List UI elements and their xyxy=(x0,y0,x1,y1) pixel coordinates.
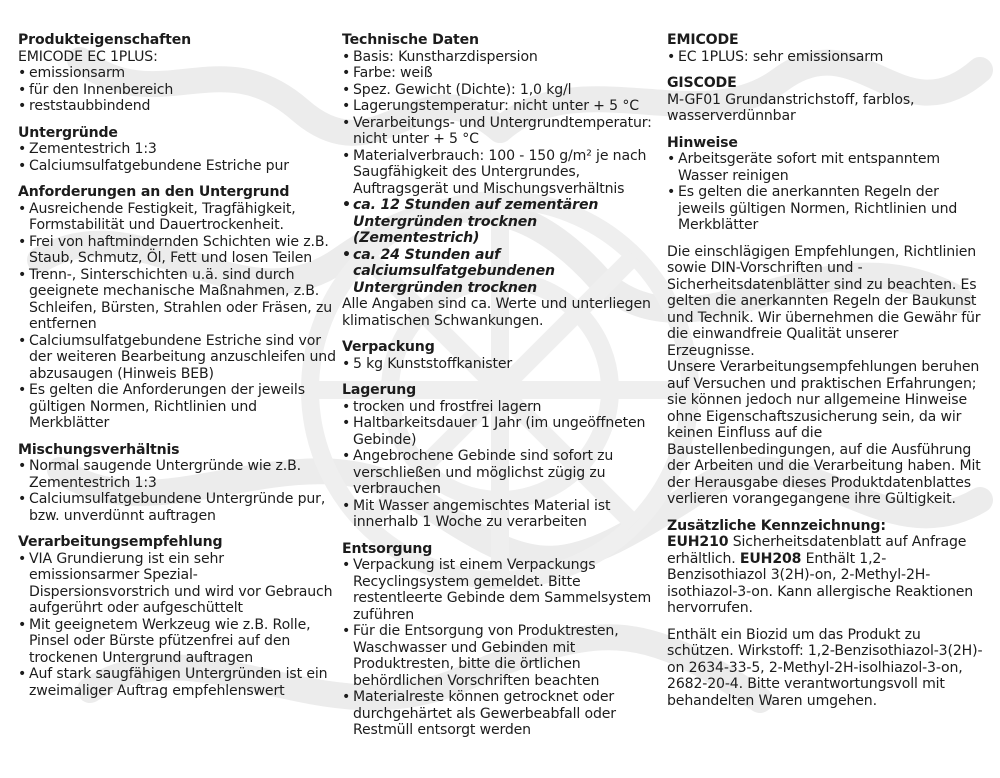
list-item: • trocken und frostfrei lagern xyxy=(342,399,660,416)
section-hinweise xyxy=(667,135,985,234)
list-item: • Arbeitsgeräte sofort mit entspanntem Wasser reinigen xyxy=(667,151,985,184)
list-item: • Es gelten die anerkannten Regeln der jeweils gültigen Normen, Richtlinien und Merkblätter xyxy=(667,184,985,234)
section-title: Anforderungen an den Untergrund xyxy=(18,184,290,200)
bullet-list xyxy=(342,356,660,373)
list-item: • Verpackung ist einem Verpackungs Recyclingsystem gemeldet. Bitte restentleerte Gebinde dem Sammelsystem zuführen xyxy=(342,557,660,623)
list-item: • Frei von haftmindernden Schichten wie z.B. Staub, Schmutz, Öl, Fett und losen Teilen xyxy=(18,234,336,267)
disclaimer-paragraph-2: Unsere Verarbeitungsempfehlungen beruhen auf Versuchen und praktischen Erfahrungen; sie können jedoch nur allgemeine Hinweise ohne Eigenschaftszusicherung sein, da wir keinen Einfluss auf die Baustellenbedingungen, auf die Ausführung der Arbeiten und die Verarbeitung haben. Mit der Herausgabe dieses Produktdatenblattes verlieren vorangegangene ihre Gültigkeit. xyxy=(667,359,981,507)
bullet-list xyxy=(342,49,660,297)
list-item-emphasis: • ca. 24 Stunden auf calciumsulfatgebundenen Untergründen trocknen xyxy=(342,247,660,297)
list-item: • emissionsarm xyxy=(18,65,336,82)
bullet-list xyxy=(342,557,660,739)
bullet-list xyxy=(667,151,985,234)
section-title: Verarbeitungsempfehlung xyxy=(18,534,223,550)
column-right xyxy=(667,32,985,719)
list-item: • Verarbeitungs- und Untergrundtemperatur: nicht unter + 5 °C xyxy=(342,115,660,148)
section-mischungsverhaeltnis xyxy=(18,442,336,525)
section-emicode xyxy=(667,32,985,65)
section-title: Verpackung xyxy=(342,339,435,355)
section-title: Technische Daten xyxy=(342,32,479,48)
section-title: Produkteigenschaften xyxy=(18,32,192,48)
section-subtitle: EMICODE EC 1PLUS: xyxy=(18,48,158,65)
bullet-list xyxy=(18,458,336,524)
section-kennzeichnung xyxy=(667,518,985,617)
list-item: • Lagerungstemperatur: nicht unter + 5 °C xyxy=(342,98,660,115)
list-item: • für den Innenbereich xyxy=(18,82,336,99)
bullet-list xyxy=(18,141,336,174)
bullet-list xyxy=(18,201,336,432)
column-left xyxy=(18,32,336,709)
section-title: Mischungsverhältnis xyxy=(18,441,180,458)
list-item: • Farbe: weiß xyxy=(342,65,660,82)
list-item: • EC 1PLUS: sehr emissionsarm xyxy=(667,49,985,66)
hazard-statements xyxy=(667,534,985,617)
euh208-text: Enthält 1,2-Benzisothiazol 3(2H)-on, 2-Methyl-2H-isothiazol-3-on. Kann allergische Reaktionen hervorrufen. xyxy=(667,550,974,616)
section-lagerung xyxy=(342,382,660,531)
bullet-list xyxy=(667,49,985,66)
list-item: • Spez. Gewicht (Dichte): 1,0 kg/l xyxy=(342,82,660,99)
list-item: • Mit Wasser angemischtes Material ist innerhalb 1 Woche zu verarbeiten xyxy=(342,498,660,531)
technical-note: Alle Angaben sind ca. Werte und unterliegen klimatischen Schwankungen. xyxy=(342,296,651,329)
section-verarbeitungsempfehlung xyxy=(18,534,336,699)
list-item-emphasis: • ca. 12 Stunden auf zementären Untergründen trocknen (Zementestrich) xyxy=(342,197,660,247)
list-item: • Für die Entsorgung von Produktresten, Waschwasser und Gebinden mit Produktresten, bitte die örtlichen behördlichen Vorschriften beachten xyxy=(342,623,660,689)
list-item: • Normal saugende Untergründe wie z.B. Zementestrich 1:3 xyxy=(18,458,336,491)
section-technische-daten xyxy=(342,32,660,329)
section-title: Zusätzliche Kennzeichnung: xyxy=(667,517,886,534)
column-middle xyxy=(342,32,660,749)
biozid-paragraph: Enthält ein Biozid um das Produkt zu schützen. Wirkstoff: 1,2-Benzisothiazol-3(2H)-on 2634-33-5, 2-Methyl-2H-isolhiazol-3-on, 2682-20-4. Bitte verantwortungsvoll mit behandelten Waren umgehen. xyxy=(667,626,983,709)
section-verpackung xyxy=(342,339,660,372)
section-title: Hinweise xyxy=(667,134,738,151)
list-item: • Materialreste können getrocknet oder durchgehärtet als Gewerbeabfall oder Restmüll entsorgt werden xyxy=(342,689,660,739)
disclaimer-paragraph-1: Die einschlägigen Empfehlungen, Richtlinien sowie DIN-Vorschriften und -Sicherheitsdatenblätter sind zu beachten. Es gelten die anerkannten Regeln der Baukunst und Technik. Wir übernehmen die Gewähr für die einwandfreie Qualität unserer Erzeugnisse. xyxy=(667,243,981,359)
section-title: Untergründe xyxy=(18,124,118,141)
giscode-text: M-GF01 Grundanstrichstoff, farblos, wasserverdünnbar xyxy=(667,91,915,124)
list-item: • Basis: Kunstharzdispersion xyxy=(342,49,660,66)
section-title: Entsorgung xyxy=(342,540,433,557)
list-item: • Angebrochene Gebinde sind sofort zu verschließen und möglichst zügig zu verbrauchen xyxy=(342,448,660,498)
section-anforderungen xyxy=(18,184,336,432)
bullet-list xyxy=(342,399,660,531)
list-item: • Calciumsulfatgebundene Estriche sind vor der weiteren Bearbeitung anzuschleifen und abzusaugen (Hinweis BEB) xyxy=(18,333,336,383)
section-title: Lagerung xyxy=(342,382,417,398)
list-item: • VIA Grundierung ist ein sehr emissionsarmer Spezial-Dispersionsvorstrich und wird vor Gebrauch aufgerührt oder aufgeschüttelt xyxy=(18,551,336,617)
list-item: • Auf stark saugfähigen Untergründen ist ein zweimaliger Auftrag empfehlenswert xyxy=(18,666,336,699)
section-produkteigenschaften xyxy=(18,32,336,115)
list-item: • Materialverbrauch: 100 - 150 g/m² je nach Saugfähigkeit des Untergrundes, Auftragsgerät und Mischungsverhältnis xyxy=(342,148,660,198)
euh208-code: EUH208 xyxy=(739,550,802,567)
list-item: • Haltbarkeitsdauer 1 Jahr (im ungeöffneten Gebinde) xyxy=(342,415,660,448)
bullet-list xyxy=(18,551,336,700)
list-item: • Trenn-, Sinterschichten u.ä. sind durch geeignete mechanische Maßnahmen, z.B. Schleifen, Bürsten, Strahlen oder Fräsen, zu entfernen xyxy=(18,267,336,333)
list-item: • Es gelten die Anforderungen der jeweils gültigen Normen, Richtlinien und Merkblätter xyxy=(18,382,336,432)
list-item: • Calciumsulfatgebundene Estriche pur xyxy=(18,158,336,175)
list-item: • Calciumsulfatgebundene Untergründe pur, bzw. unverdünnt auftragen xyxy=(18,491,336,524)
section-title: GISCODE xyxy=(667,75,737,91)
euh210-code: EUH210 xyxy=(667,534,729,550)
list-item: • 5 kg Kunststoffkanister xyxy=(342,356,660,373)
euh210-text: Sicherheitsdatenblatt auf Anfrage erhältlich. xyxy=(667,534,967,567)
section-untergruende xyxy=(18,125,336,175)
section-title: EMICODE xyxy=(667,32,739,48)
section-entsorgung xyxy=(342,541,660,739)
list-item: • Ausreichende Festigkeit, Tragfähigkeit, Formstabilität und Dauertrockenheit. xyxy=(18,201,336,234)
section-giscode xyxy=(667,75,985,125)
list-item: • Zementestrich 1:3 xyxy=(18,141,336,158)
list-item: • Mit geeignetem Werkzeug wie z.B. Rolle, Pinsel oder Bürste pfützenfrei auf den trockenen Untergrund auftragen xyxy=(18,617,336,667)
list-item: • reststaubbindend xyxy=(18,98,336,115)
bullet-list xyxy=(18,65,336,115)
